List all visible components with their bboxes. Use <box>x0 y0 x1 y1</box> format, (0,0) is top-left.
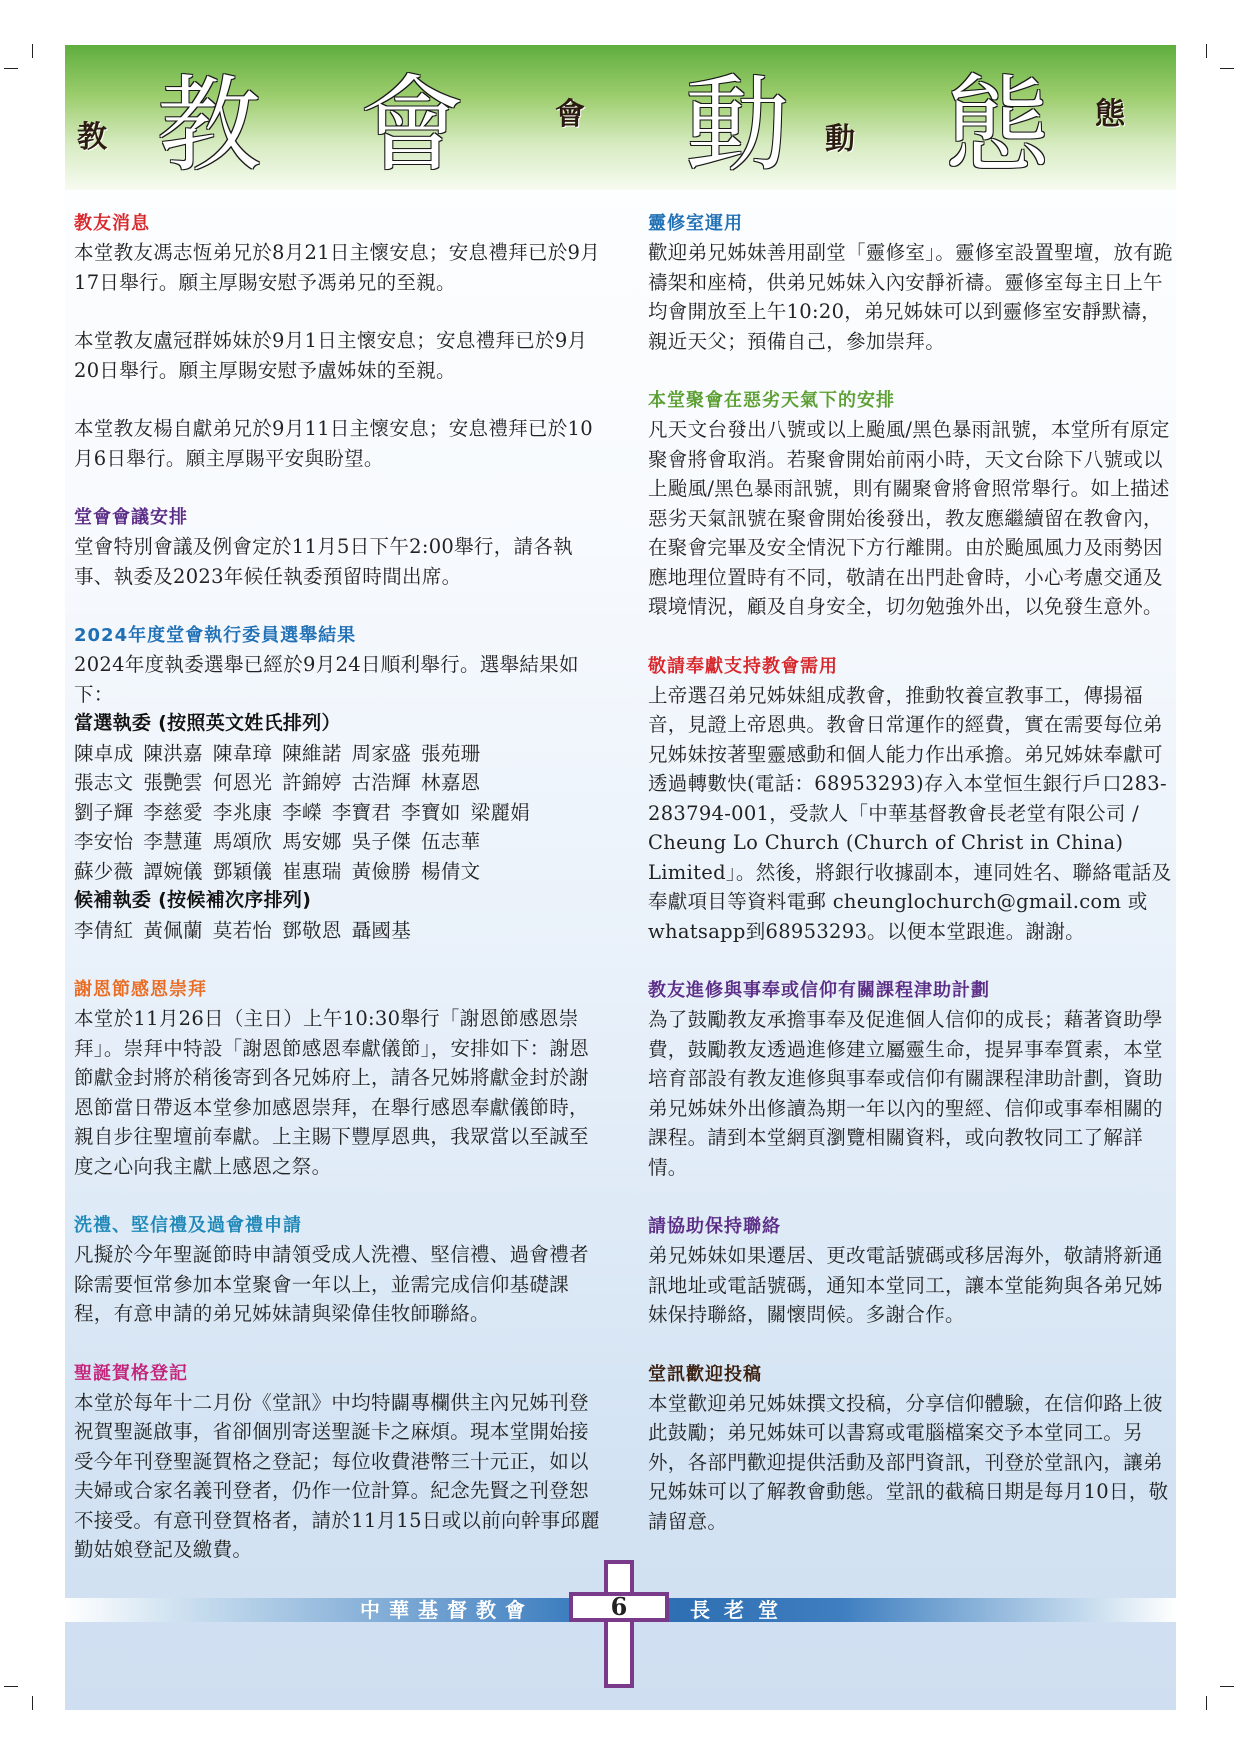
section-body <box>648 1005 1176 1182</box>
names-row <box>74 857 602 887</box>
section-submissions <box>648 1361 1176 1537</box>
names-row <box>74 916 602 946</box>
member-name: 李慈愛 <box>143 800 203 824</box>
cross-icon <box>604 1560 634 1688</box>
member-name: 莫若怡 <box>212 918 273 942</box>
paragraph: 凡天文台發出八號或以上颱風/黑色暴雨訊號，本堂所有原定聚會將會取消。若聚會開始前兩小時，天文台除下八號或以上颱風/黑色暴雨訊號，則有關聚會將會照常舉行。如上描述惡劣天氣訊號在聚會開始後發出，教友應繼續留在教會內，在聚會完畢及安全情況下方行離開。由於颱風風力及雨勢因應地理位置時有不同，敬請在出門赴會時，小心考慮交通及環境情況，顧及自身安全，切勿勉強外出，以免發生意外。 <box>648 418 1170 618</box>
header-small-char: 態 <box>1095 97 1125 132</box>
member-name: 蘇少薇 <box>74 859 134 883</box>
right-column <box>648 210 1176 1567</box>
page-number: 6 <box>610 1592 628 1621</box>
paragraph: 弟兄姊妹如果遷居、更改電話號碼或移居海外，敬請將新通訊地址或電話號碼，通知本堂同工，讓本堂能夠與各弟兄姊妹保持聯絡，關懷問候。多謝合作。 <box>648 1244 1163 1326</box>
header-big-char: 會 <box>360 64 465 186</box>
paragraph: 為了鼓勵教友承擔事奉及促進個人信仰的成長；藉著資助學費，鼓勵教友透過進修建立屬靈生命，提昇事奉質素，本堂培育部設有教友進修與事奉或信仰有關課程津助計劃，資助弟兄姊妹外出修讀為期一年以內的聖經、信仰或事奉相關的課程。請到本堂網頁瀏覽相關資料，或向教牧同工了解詳情。 <box>648 1008 1163 1179</box>
member-name: 聶國基 <box>351 918 412 942</box>
paragraph: 凡擬於今年聖誕節時申請領受成人洗禮、堅信禮、過會禮者除需要恒常參加本堂聚會一年以上，並需完成信仰基礎課程，有意申請的弟兄姊妹請與梁偉佳牧師聯絡。 <box>74 1243 589 1325</box>
member-name: 鄧敬恩 <box>282 918 342 942</box>
member-name: 劉子輝 <box>74 800 134 824</box>
crop-mark <box>1220 68 1234 69</box>
member-name: 李兆康 <box>212 800 273 824</box>
header-big-char: 態 <box>945 64 1050 186</box>
names-row <box>74 798 602 828</box>
member-name: 許錦婷 <box>282 771 342 794</box>
section-body <box>648 681 1176 947</box>
crop-mark <box>4 68 18 69</box>
member-name: 李慧蓮 <box>143 830 203 853</box>
section-study-subsidy <box>648 977 1176 1182</box>
names-row <box>74 827 602 857</box>
member-name: 譚婉儀 <box>143 859 203 883</box>
member-name: 張艷雲 <box>143 771 203 794</box>
section-title: 教友進修與事奉或信仰有關課程津助計劃 <box>648 980 990 1001</box>
section-body <box>74 1004 602 1181</box>
paragraph: 上帝選召弟兄姊妹組成教會，推動牧養宣教事工，傳揚福音，見證上帝恩典。教會日常運作的經費，實在需要每位弟兄姊妹按著聖靈感動和個人能力作出承擔。弟兄姊妹奉獻可透過轉數快(電話：68953293)存入本堂恒生銀行戶口283-283794-001，受款人「中華基督教會長老堂有限公司 / Cheung Lo Church (Church of Christ in China) Limited」。然後，將銀行收據副本，連同姓名、聯絡電話及奉獻項目等資料電郵 cheunglochurch@gmail.com 或 whatsapp到68953293。以便本堂跟進。謝謝。 <box>648 683 1172 943</box>
member-name: 李寶君 <box>331 800 392 824</box>
paragraph: 本堂於11月26日（主日）上午10:30舉行「謝恩節感恩崇拜」。崇拜中特設「謝恩節感恩奉獻儀節」，安排如下：謝恩節獻金封將於稍後寄到各兄姊府上，請各兄姊將獻金封於謝恩節當日帶返本堂參加感恩崇拜，在舉行感恩奉獻儀節時，親自步往聖壇前奉獻。上主賜下豐厚恩典，我眾當以至誠至度之心向我主獻上感恩之祭。 <box>74 1007 590 1178</box>
member-name: 梁麗娟 <box>470 800 531 824</box>
paragraph: 本堂教友楊自獻弟兄於9月11日主懷安息；安息禮拜已於10月6日舉行。願主厚賜平安與盼望。 <box>74 417 593 470</box>
member-name: 崔惠瑞 <box>282 859 342 883</box>
member-name: 楊倩文 <box>421 859 481 883</box>
member-name: 陳洪嘉 <box>143 741 203 765</box>
header-small-char: 教 <box>77 120 107 155</box>
section-title: 請協助保持聯絡 <box>648 1216 781 1237</box>
member-name: 馬安娜 <box>282 830 342 853</box>
section-baptism-application <box>74 1212 602 1329</box>
section-body <box>74 650 602 945</box>
member-name: 李倩紅 <box>74 918 134 942</box>
section-title: 洗禮、堅信禮及過會禮申請 <box>74 1215 302 1236</box>
section-thanksgiving-worship <box>74 976 602 1181</box>
crop-mark <box>1220 1686 1234 1687</box>
section-body <box>648 415 1176 622</box>
header-banner <box>65 45 1176 190</box>
member-name: 周家盛 <box>351 741 412 765</box>
member-name: 林嘉恩 <box>421 771 481 794</box>
section-body <box>648 1241 1176 1330</box>
section-bad-weather <box>648 387 1176 622</box>
crop-mark <box>32 1696 33 1710</box>
member-name: 鄧穎儀 <box>212 859 273 883</box>
section-meeting-arrangement <box>74 504 602 591</box>
section-title: 敬請奉獻支持教會需用 <box>648 655 838 677</box>
member-name: 吳子傑 <box>351 830 412 853</box>
section-election-results <box>74 622 602 945</box>
section-offering <box>648 653 1176 947</box>
section-body <box>648 1389 1176 1537</box>
footer-branch-name: 長老堂 <box>690 1598 792 1622</box>
section-member-news <box>74 210 602 473</box>
section-title: 堂訊歡迎投稿 <box>648 1363 762 1385</box>
header-small-char: 會 <box>555 97 585 132</box>
section-body <box>74 532 602 591</box>
paragraph: 本堂教友馮志恆弟兄於8月21日主懷安息；安息禮拜已於9月17日舉行。願主厚賜安慰予馮弟兄的至親。 <box>74 241 601 294</box>
section-title: 教友消息 <box>74 213 150 234</box>
member-name: 陳維諾 <box>282 741 342 765</box>
paragraph: 歡迎弟兄姊妹善用副堂「靈修室」。靈修室設置聖壇，放有跪禱架和座椅，供弟兄姊妹入內安靜祈禱。靈修室每主日上午均會開放至上午10:20，弟兄姊妹可以到靈修室安靜默禱，親近天父；預備自己，參加崇拜。 <box>648 241 1173 353</box>
elected-heading: 當選執委 (按照英文姓氏排列） <box>74 712 341 734</box>
member-name: 何恩光 <box>212 771 273 794</box>
section-body <box>74 238 602 473</box>
member-name: 馬頌欣 <box>212 830 273 853</box>
member-name: 李安怡 <box>74 830 134 853</box>
crop-mark <box>32 44 33 58</box>
section-body <box>74 1240 602 1329</box>
section-title: 堂會會議安排 <box>74 507 188 528</box>
paragraph: 本堂教友盧冠群姊妹於9月1日主懷安息；安息禮拜已於9月20日舉行。願主厚賜安慰予盧姊妹的至親。 <box>74 329 588 382</box>
section-title: 2024年度堂會執行委員選舉結果 <box>74 625 357 646</box>
member-name: 張苑珊 <box>421 741 481 765</box>
section-title: 聖誕賀格登記 <box>74 1362 188 1384</box>
member-name: 黃佩蘭 <box>143 918 203 942</box>
names-row <box>74 768 602 798</box>
member-name: 陳韋璋 <box>212 741 273 765</box>
paragraph: 本堂歡迎弟兄姊妹撰文投稿，分享信仰體驗，在信仰路上彼此鼓勵；弟兄姊妹可以書寫或電腦檔案交予本堂同工。另外，各部門歡迎提供活動及部門資訊，刊登於堂訊內，讓弟兄姊妹可以了解教會動態。堂訊的截稿日期是每月10日，敬請留意。 <box>648 1391 1169 1533</box>
header-small-char: 動 <box>825 122 855 157</box>
alternate-heading: 候補執委 (按候補次序排列) <box>74 889 312 911</box>
member-name: 古浩輝 <box>351 771 412 794</box>
crop-mark <box>1206 1696 1207 1710</box>
member-name: 張志文 <box>74 771 134 794</box>
section-body <box>74 1388 602 1565</box>
left-column <box>74 210 602 1596</box>
header-big-char: 教 <box>157 64 262 186</box>
paragraph: 本堂於每年十二月份《堂訊》中均特闢專欄供主內兄姊刊登祝賀聖誕啟事，省卻個別寄送聖誕卡之麻煩。現本堂開始接受今年刊登聖誕賀格之登記；每位收費港幣三十元正，如以夫婦或合家名義刊登者，仍作一位計算。紀念先賢之刊登恕不接受。有意刊登賀格者，請於11月15日或以前向幹事邱麗勤姑娘登記及繳費。 <box>74 1390 601 1561</box>
section-title: 謝恩節感恩崇拜 <box>74 979 207 1000</box>
crop-mark <box>4 1686 18 1687</box>
member-name: 李嶸 <box>282 800 322 824</box>
member-name: 李寶如 <box>401 800 461 824</box>
header-big-char: 動 <box>685 64 790 186</box>
section-prayer-room <box>648 210 1176 356</box>
names-row <box>74 739 602 769</box>
section-keep-in-touch <box>648 1213 1176 1330</box>
paragraph: 2024年度執委選舉已經於9月24日順利舉行。選舉結果如下： <box>74 653 579 706</box>
section-body <box>648 238 1176 356</box>
section-title: 本堂聚會在惡劣天氣下的安排 <box>648 390 895 411</box>
member-name: 黃儉勝 <box>351 859 412 883</box>
member-name: 伍志華 <box>421 830 481 853</box>
section-christmas-greetings <box>74 1360 602 1565</box>
paragraph: 堂會特別會議及例會定於11月5日下午2:00舉行，請各執事、執委及2023年候任執委預留時間出席。 <box>74 535 573 588</box>
member-name: 陳卓成 <box>74 741 134 765</box>
crop-mark <box>1206 44 1207 58</box>
section-title: 靈修室運用 <box>648 213 743 234</box>
footer-church-name: 中華基督教會 <box>360 1598 534 1622</box>
